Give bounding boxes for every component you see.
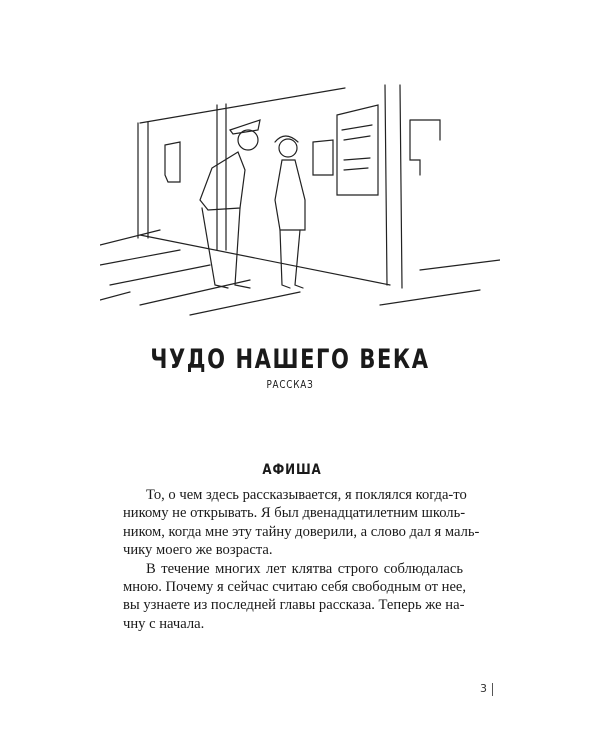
text-line: То, о чем здесь рассказывается, я поклялся когда-то: [146, 487, 467, 503]
text-line: В течение многих лет клятва строго соблюдалась: [146, 560, 463, 577]
text-line: вы узнаете из последней главы рассказа. Теперь же на-: [123, 597, 465, 614]
body-text: [123, 486, 480, 633]
paragraph: [123, 560, 467, 634]
chapter-title: ЧУДО НАШЕГО ВЕКА: [150, 344, 430, 375]
chapter-subtitle: РАССКАЗ: [266, 378, 314, 391]
text-line: никому не открывать. Я был двенадцатилетним школь-: [123, 505, 466, 522]
text-line: ником, когда мне эту тайну доверили, а слово дал я маль-: [123, 523, 480, 540]
page-number-divider: [492, 683, 493, 696]
page-number: 3: [480, 682, 487, 695]
section-heading: АФИША: [262, 462, 322, 478]
paragraph: [123, 486, 480, 560]
illustration-boy-and-man-at-poster-board: [100, 60, 500, 320]
text-line: чику моего же возраста.: [123, 542, 273, 559]
text-line: мною. Почему я сейчас считаю себя свободным от нее,: [123, 578, 467, 595]
text-line: чну с начала.: [123, 615, 205, 632]
